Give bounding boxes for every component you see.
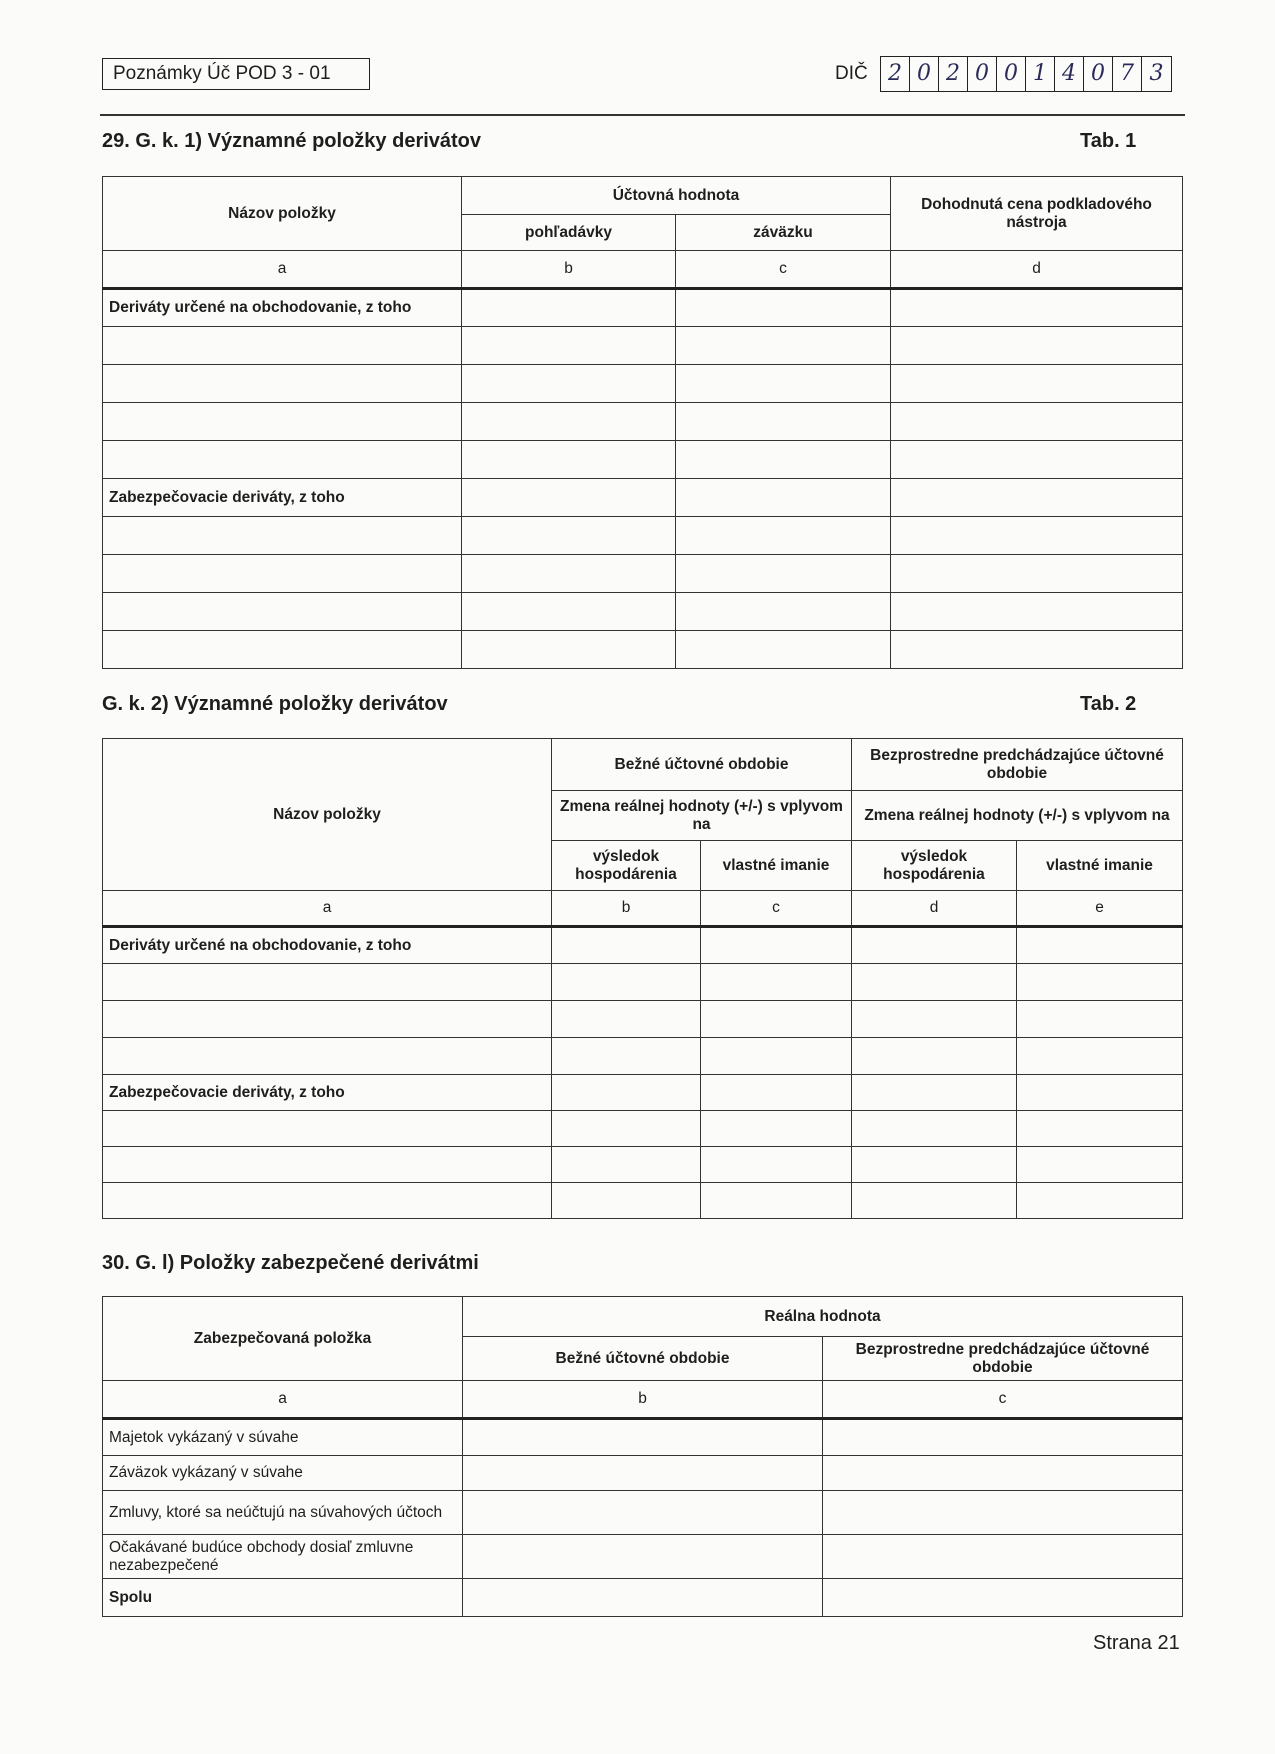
table-cell[interactable] — [552, 1075, 701, 1111]
col-group-carrying-value: Účtovná hodnota — [462, 177, 891, 215]
column-letter: b — [552, 891, 701, 927]
table-cell[interactable] — [891, 403, 1183, 441]
dic-digit: 0 — [1084, 57, 1113, 91]
table-row — [103, 1419, 1183, 1456]
table-row — [103, 593, 1183, 631]
col-group-current-period: Bežné účtovné obdobie — [552, 739, 852, 791]
table-cell[interactable] — [676, 631, 891, 669]
table-cell[interactable] — [823, 1419, 1183, 1456]
dic-label: DIČ — [835, 63, 868, 84]
column-letter: c — [823, 1381, 1183, 1419]
table-cell[interactable] — [552, 1038, 701, 1075]
dic-digit: 7 — [1113, 57, 1142, 91]
column-letter: c — [701, 891, 852, 927]
table-cell[interactable] — [462, 289, 676, 327]
table-cell[interactable] — [823, 1491, 1183, 1535]
table-cell[interactable] — [701, 1001, 852, 1038]
table-cell[interactable] — [852, 1183, 1017, 1219]
table-cell[interactable] — [891, 555, 1183, 593]
col-header-name: Názov položky — [103, 739, 552, 891]
table-cell[interactable] — [676, 403, 891, 441]
table-cell[interactable] — [891, 517, 1183, 555]
table-2 — [102, 738, 1183, 1219]
column-letter: a — [103, 251, 462, 289]
table-cell[interactable] — [676, 479, 891, 517]
col-group-fair-value-change: Zmena reálnej hodnoty (+/-) s vplyvom na — [852, 791, 1183, 841]
col-header-hedged-item: Zabezpečovaná položka — [103, 1297, 463, 1381]
table-cell[interactable] — [103, 964, 552, 1001]
table-cell[interactable] — [1017, 1111, 1183, 1147]
table-cell[interactable] — [103, 403, 462, 441]
table-3 — [102, 1296, 1183, 1617]
table-cell[interactable] — [462, 441, 676, 479]
table-cell[interactable] — [552, 1001, 701, 1038]
col-header-profit-loss: výsledok hospodárenia — [552, 841, 701, 891]
table-cell[interactable] — [701, 964, 852, 1001]
table-row — [103, 1075, 1183, 1111]
table-cell[interactable] — [891, 593, 1183, 631]
dic-digit: 2 — [939, 57, 968, 91]
table-cell[interactable] — [676, 365, 891, 403]
table-cell[interactable] — [552, 1183, 701, 1219]
table-cell[interactable] — [891, 289, 1183, 327]
section-29b-title: G. k. 2) Významné položky derivátov — [102, 693, 448, 715]
dic-digit: 0 — [997, 57, 1026, 91]
table-cell[interactable] — [103, 365, 462, 403]
table-row — [103, 517, 1183, 555]
table-cell[interactable] — [552, 1111, 701, 1147]
dic-digit: 0 — [968, 57, 997, 91]
table-row — [103, 1183, 1183, 1219]
table-cell[interactable] — [823, 1456, 1183, 1491]
row-label-trading: Deriváty určené na obchodovanie, z toho — [103, 289, 462, 327]
col-header-notional: Dohodnutá cena podkladového nástroja — [891, 177, 1183, 251]
table-cell[interactable] — [852, 1147, 1017, 1183]
col-header-current-period: Bežné účtovné obdobie — [463, 1337, 823, 1381]
table-row — [103, 1038, 1183, 1075]
column-letter: e — [1017, 891, 1183, 927]
table-cell[interactable] — [676, 517, 891, 555]
table-row — [103, 555, 1183, 593]
table-cell[interactable] — [462, 517, 676, 555]
table-cell[interactable] — [823, 1535, 1183, 1579]
row-label-trading: Deriváty určené na obchodovanie, z toho — [103, 927, 552, 964]
row-label-assets: Majetok vykázaný v súvahe — [103, 1419, 463, 1456]
table-cell[interactable] — [852, 1038, 1017, 1075]
table-cell[interactable] — [1017, 1075, 1183, 1111]
dic-digit: 3 — [1149, 61, 1164, 86]
table-cell[interactable] — [1017, 1001, 1183, 1038]
table-row — [103, 327, 1183, 365]
col-header-previous-period: Bezprostredne predchádzajúce účtovné obdobie — [823, 1337, 1183, 1381]
row-label-total: Spolu — [103, 1579, 463, 1617]
table-row — [103, 1456, 1183, 1491]
row-label-forecast-transactions: Očakávané budúce obchody dosiaľ zmluvne nezabezpečené — [103, 1535, 463, 1579]
table-cell[interactable] — [891, 479, 1183, 517]
table-cell[interactable] — [1017, 1147, 1183, 1183]
table-cell[interactable] — [823, 1579, 1183, 1617]
table-row — [103, 1535, 1183, 1579]
table-cell[interactable] — [676, 555, 891, 593]
column-letter: a — [103, 1381, 463, 1419]
header-divider — [100, 114, 1185, 116]
section-30-title: 30. G. l) Položky zabezpečené derivátmi — [102, 1252, 479, 1274]
table-cell[interactable] — [103, 441, 462, 479]
table-cell[interactable] — [103, 1111, 552, 1147]
table-cell[interactable] — [103, 1147, 552, 1183]
column-letter: b — [462, 251, 676, 289]
table-cell[interactable] — [463, 1419, 823, 1456]
table-cell[interactable] — [552, 1147, 701, 1183]
table-cell[interactable] — [103, 631, 462, 669]
table-row — [103, 403, 1183, 441]
table-cell[interactable] — [103, 555, 462, 593]
dic-digit: 4 — [1055, 57, 1084, 91]
row-label-off-balance-contracts: Zmluvy, ktoré sa neúčtujú na súvahových účtoch — [103, 1491, 463, 1535]
table-row — [103, 1491, 1183, 1535]
table-cell[interactable] — [852, 1001, 1017, 1038]
table-cell[interactable] — [1017, 1183, 1183, 1219]
col-group-fair-value-change: Zmena reálnej hodnoty (+/-) s vplyvom na — [552, 791, 852, 841]
table-cell[interactable] — [676, 327, 891, 365]
table-row — [103, 1111, 1183, 1147]
table-cell[interactable] — [701, 1111, 852, 1147]
table-cell[interactable] — [463, 1456, 823, 1491]
table-row — [103, 365, 1183, 403]
col-group-previous-period: Bezprostredne predchádzajúce účtovné obdobie — [852, 739, 1183, 791]
row-label-liabilities: Záväzok vykázaný v súvahe — [103, 1456, 463, 1491]
table-cell[interactable] — [103, 1183, 552, 1219]
table-row — [103, 927, 1183, 964]
dic-digit: 1 — [1026, 57, 1055, 91]
table-cell[interactable] — [463, 1491, 823, 1535]
table-cell[interactable] — [462, 365, 676, 403]
table-cell[interactable] — [1017, 964, 1183, 1001]
table-cell[interactable] — [701, 927, 852, 964]
table-cell[interactable] — [103, 593, 462, 631]
table-cell[interactable] — [552, 927, 701, 964]
table-row — [103, 441, 1183, 479]
table-cell[interactable] — [1017, 1038, 1183, 1075]
column-letter: d — [891, 251, 1183, 289]
col-header-liabilities: záväzku — [676, 215, 891, 251]
column-letter: b — [463, 1381, 823, 1419]
form-code-box: Poznámky Úč POD 3 - 01 — [102, 58, 370, 90]
table-cell[interactable] — [462, 631, 676, 669]
table-cell[interactable] — [103, 517, 462, 555]
tab-2-label: Tab. 2 — [1080, 693, 1137, 715]
column-letter: c — [676, 251, 891, 289]
table-row — [103, 631, 1183, 669]
row-label-hedging: Zabezpečovacie deriváty, z toho — [103, 479, 462, 517]
table-row — [103, 1579, 1183, 1617]
dic-digit: 0 — [910, 57, 939, 91]
table-cell[interactable] — [676, 593, 891, 631]
table-cell[interactable] — [462, 327, 676, 365]
column-letter: a — [103, 891, 552, 927]
section-29-title: 29. G. k. 1) Významné položky derivátov — [102, 130, 482, 152]
table-cell[interactable] — [552, 964, 701, 1001]
table-cell[interactable] — [676, 441, 891, 479]
table-cell[interactable] — [462, 593, 676, 631]
table-cell[interactable] — [103, 1038, 552, 1075]
table-cell[interactable] — [701, 1147, 852, 1183]
table-cell[interactable] — [462, 479, 676, 517]
table-cell[interactable] — [463, 1535, 823, 1579]
table-cell[interactable] — [891, 327, 1183, 365]
table-cell[interactable] — [103, 1001, 552, 1038]
table-1 — [102, 176, 1183, 669]
table-cell[interactable] — [891, 441, 1183, 479]
table-cell[interactable] — [891, 631, 1183, 669]
table-cell[interactable] — [676, 289, 891, 327]
table-cell[interactable] — [463, 1579, 823, 1617]
table-cell[interactable] — [852, 964, 1017, 1001]
col-header-name: Názov položky — [103, 177, 462, 251]
column-letter: d — [852, 891, 1017, 927]
col-group-fair-value: Reálna hodnota — [463, 1297, 1183, 1337]
table-cell[interactable] — [701, 1075, 852, 1111]
table-row — [103, 289, 1183, 327]
page-number: Strana 21 — [1093, 1632, 1180, 1654]
table-row — [103, 479, 1183, 517]
col-header-receivables: pohľadávky — [462, 215, 676, 251]
tab-1-label: Tab. 1 — [1080, 130, 1137, 152]
table-cell[interactable] — [852, 927, 1017, 964]
table-cell[interactable] — [462, 555, 676, 593]
row-label-hedging: Zabezpečovacie deriváty, z toho — [103, 1075, 552, 1111]
dic-digit-boxes — [880, 56, 1172, 92]
col-header-equity: vlastné imanie — [1017, 841, 1183, 891]
table-cell[interactable] — [701, 1038, 852, 1075]
table-cell[interactable] — [103, 327, 462, 365]
dic-digit: 2 — [881, 57, 910, 91]
col-header-profit-loss: výsledok hospodárenia — [852, 841, 1017, 891]
col-header-equity: vlastné imanie — [701, 841, 852, 891]
table-cell[interactable] — [701, 1183, 852, 1219]
table-cell[interactable] — [462, 403, 676, 441]
table-row — [103, 1147, 1183, 1183]
table-row — [103, 964, 1183, 1001]
table-cell[interactable] — [891, 365, 1183, 403]
table-cell[interactable] — [852, 1111, 1017, 1147]
table-cell[interactable] — [852, 1075, 1017, 1111]
table-cell[interactable] — [1017, 927, 1183, 964]
table-row — [103, 1001, 1183, 1038]
